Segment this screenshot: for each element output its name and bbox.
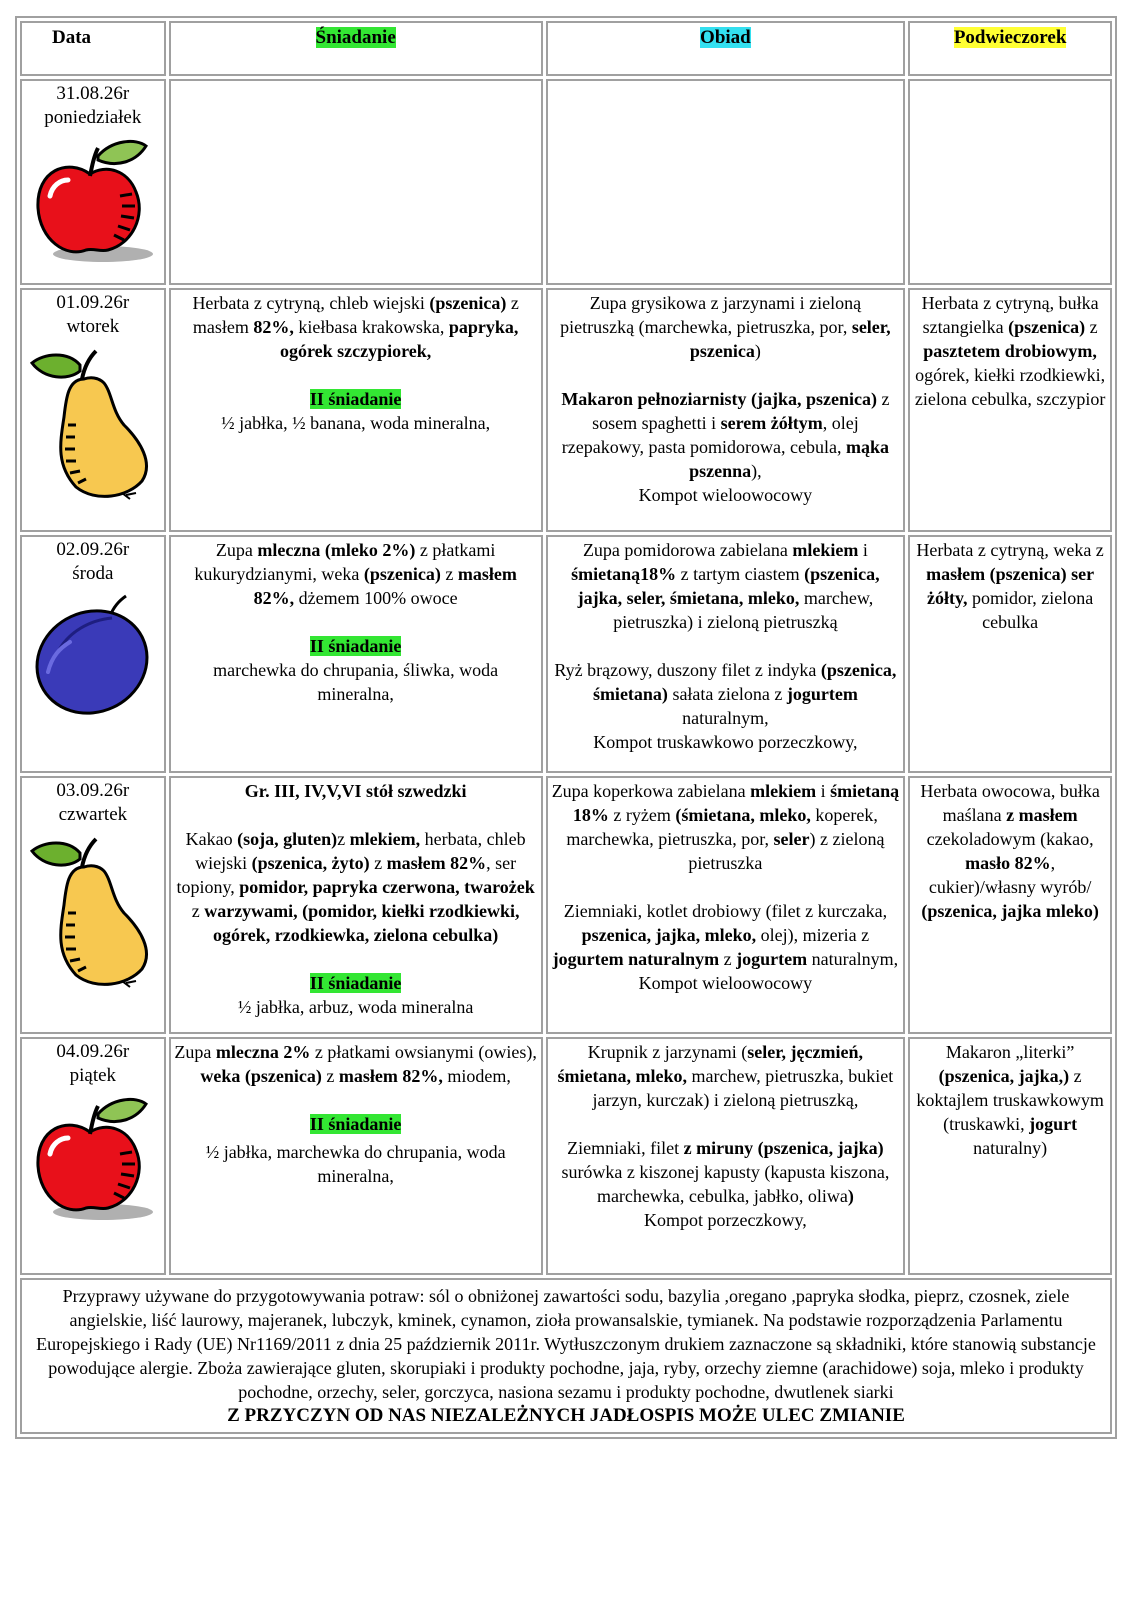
lunch-cell [546,535,906,773]
breakfast-text: Kakao (soja, gluten)z mlekiem, herbata, chleb wiejski (pszenica, żyto) z masłem 82%, ser topiony, pomidor, papryka czerwona, twarożek z warzywami, (pomidor, kiełki rzodkiewki, ogórek, rzodkiewka, zielona cebulka) [176,829,535,945]
day-weekday: czwartek [58,804,128,825]
day-date: 04.09.26r [56,1041,130,1062]
breakfast-text: Zupa mleczna (mleko 2%) z płatkami kukurydzianymi, weka (pszenica) z masłem 82%, dżemem 100% owoce [194,540,517,608]
snack-cell [908,1037,1112,1275]
drink-text: Kompot porzeczkowy, [644,1210,807,1230]
breakfast-cell [169,776,543,1034]
drink-text: Kompot truskawkowo porzeczkowy, [593,732,858,752]
day-row [20,79,1112,285]
soup-text: Zupa koperkowa zabielana mlekiem i śmietaną 18% z ryżem (śmietana, mleko, koperek, marchewka, pietruszka, por, seler) z zieloną pietruszka [551,781,900,873]
main-dish-text: Makaron pełnoziarnisty (jajka, pszenica) z sosem spaghetti i serem żółtym, olej rzepakowy, pasta pomidorowa, cebula, mąka pszenna), [561,389,890,481]
date-cell [20,288,166,532]
pear-icon [28,833,158,993]
lunch-cell [546,1037,906,1275]
day-weekday: poniedziałek [44,107,142,128]
date-cell [20,1037,166,1275]
breakfast-cell [169,535,543,773]
second-breakfast-label: II śniadanie [309,636,402,656]
header-snack: Podwieczorek [908,21,1112,76]
soup-text: Zupa pomidorowa zabielana mlekiem i śmietaną18% z tartym ciastem (pszenica, jajka, seler, śmietana, mleko, marchew, pietruszka) i zieloną pietruszką [571,540,880,632]
breakfast-text: Herbata z cytryną, chleb wiejski (pszenica) z masłem 82%, kiełbasa krakowska, papryka, ogórek szczypiorek, [192,293,519,361]
soup-text: Zupa grysikowa z jarzynami i zieloną pietruszką (marchewka, pietruszka, por, seler, pszenica) [560,293,891,361]
day-row [20,288,1112,532]
breakfast-cell [169,79,543,285]
date-cell [20,535,166,773]
snack-text: Herbata z cytryną, bułka sztangielka (pszenica) z pasztetem drobiowym, ogórek, kiełki rzodkiewki, zielona cebulka, szczypior [914,293,1106,409]
snack-cell [908,79,1112,285]
snack-text: Herbata z cytryną, weka z masłem (pszenica) ser żółty, pomidor, zielona cebulka [916,540,1104,632]
footer-row [20,1278,1112,1434]
drink-text: Kompot wieloowocowy [638,973,813,993]
snack-cell [908,288,1112,532]
day-date: 03.09.26r [56,780,130,801]
date-cell [20,79,166,285]
day-date: 01.09.26r [56,292,130,313]
day-date: 02.09.26r [56,539,130,560]
date-cell [20,776,166,1034]
allergen-note [20,1278,1112,1434]
second-breakfast-label: II śniadanie [309,389,402,409]
snack-text: Herbata owocowa, bułka maślana z masłem czekoladowym (kakao, masło 82%, cukier)/własny wyrób/ (pszenica, jajka mleko) [920,781,1100,921]
lunch-cell [546,776,906,1034]
apple-icon [28,1094,158,1224]
second-breakfast-text: ½ jabłka, arbuz, woda mineralna [237,997,474,1017]
day-weekday: piątek [69,1065,117,1086]
breakfast-cell [169,1037,543,1275]
day-row [20,1037,1112,1275]
second-breakfast-label: II śniadanie [309,973,402,993]
apple-icon [28,136,158,266]
breakfast-group-label: Gr. III, IV,V,VI stół szwedzki [244,781,467,801]
plum-icon [28,592,158,722]
second-breakfast-text: marchewka do chrupania, śliwka, woda mineralna, [213,660,499,704]
main-dish-text: Ziemniaki, kotlet drobiowy (filet z kurczaka, pszenica, jajka, mleko, olej), mizeria z jogurtem naturalnym z jogurtem naturalnym, [552,901,899,969]
soup-text: Krupnik z jarzynami (seler, jęczmień, śmietana, mleko, marchew, pietruszka, bukiet jarzyn, kurczak) i zieloną pietruszką, [557,1042,894,1110]
header-date: Data [20,21,166,76]
snack-cell [908,776,1112,1034]
day-row [20,776,1112,1034]
breakfast-cell [169,288,543,532]
day-weekday: wtorek [66,316,120,337]
lunch-cell [546,288,906,532]
header-breakfast: Śniadanie [169,21,543,76]
day-row [20,535,1112,773]
breakfast-text: Zupa mleczna 2% z płatkami owsianymi (owies), weka (pszenica) z masłem 82%, miodem, [174,1042,537,1086]
allergen-note-text: Przyprawy używane do przygotowywania potraw: sól o obniżonej zawartości sodu, bazylia ,oregano ,papryka słodka, pieprz, czosnek, ziele angielskie, liść laurowy, majeranek, lubczyk, kminek, cynamon, zioła prowansalskie, tymianek. Na podstawie rozporządzenia Parlamentu Europejskiego i Rady (UE) Nr1169/2011 z dnia 25 październik 2011r. Wytłuszczonym drukiem zaznaczone są składniki, które stanowią substancje powodujące alergie. Zboża zawierające gluten, skorupiaki i produkty pochodne, jaja, ryby, orzechy ziemne (arachidowe) soja, mleko i produkty pochodne, orzechy, seler, gorczyca, nasiona sezamu i produkty pochodne, dwutlenek siarki [36,1286,1096,1402]
menu-table [15,16,1117,1439]
snack-text: Makaron „literki” (pszenica, jajka,) z koktajlem truskawkowym (truskawki, jogurt naturalny) [916,1042,1104,1158]
day-weekday: środa [72,563,114,584]
header-lunch: Obiad [546,21,906,76]
main-dish-text: Ziemniaki, filet z miruny (pszenica, jajka) surówka z kiszonej kapusty (kapusta kiszona, marchewka, cebulka, jabłko, oliwa) [561,1138,890,1206]
day-date: 31.08.26r [56,83,130,104]
main-dish-text: Ryż brązowy, duszony filet z indyka (pszenica, śmietana) sałata zielona z jogurtem naturalnym, [554,660,897,728]
change-warning: Z PRZYCZYN OD NAS NIEZALEŻNYCH JADŁOSPIS MOŻE ULEC ZMIANIE [227,1405,905,1426]
second-breakfast-text: ½ jabłka, marchewka do chrupania, woda mineralna, [205,1142,506,1186]
pear-icon [28,345,158,505]
lunch-cell [546,79,906,285]
snack-cell [908,535,1112,773]
second-breakfast-label: II śniadanie [309,1114,402,1134]
drink-text: Kompot wieloowocowy [638,485,813,505]
second-breakfast-text: ½ jabłka, ½ banana, woda mineralna, [221,413,491,433]
header-row [20,21,1112,76]
